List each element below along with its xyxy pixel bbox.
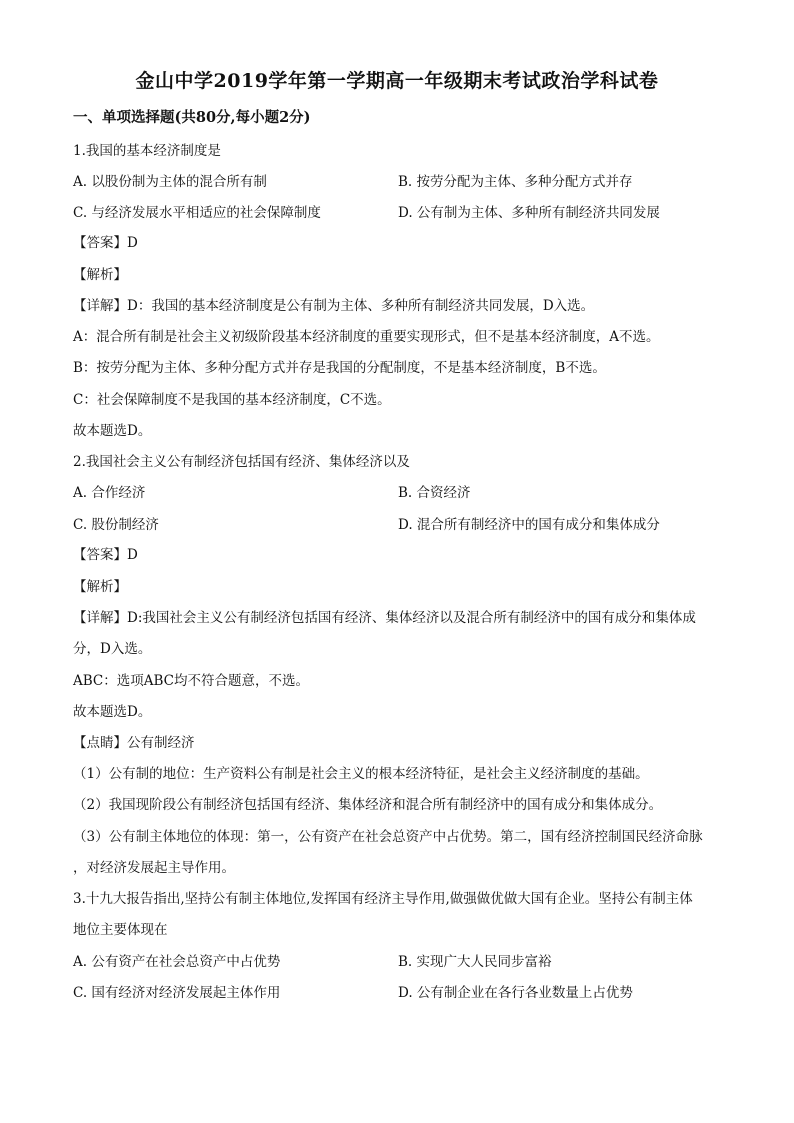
- q1-analysis-label: 【解析】: [73, 267, 127, 283]
- q1-analysis-b: B：按劳分配为主体、多种分配方式并存是我国的分配制度，不是基本经济制度，B不选。: [73, 360, 606, 376]
- q3-option-c: C. 国有经济对经济发展起主体作用: [73, 985, 281, 1001]
- question-3-stem-line-1: 3.十九大报告指出,坚持公有制主体地位,发挥国有经济主导作用,做强做优做大国有企业。坚持公有制主体: [73, 891, 693, 907]
- q1-conclusion: 故本题选D。: [73, 423, 152, 439]
- q2-option-a: A. 合作经济: [73, 485, 146, 501]
- question-1-stem: 1.我国的基本经济制度是: [73, 143, 221, 159]
- q1-option-c: C. 与经济发展水平相适应的社会保障制度: [73, 205, 321, 221]
- q2-option-b: B. 合资经济: [398, 485, 471, 501]
- page-title: 金山中学2019学年第一学期高一年级期末考试政治学科试卷: [135, 70, 659, 92]
- q2-answer: 【答案】D: [73, 547, 138, 563]
- q1-option-a: A. 以股份制为主体的混合所有制: [73, 174, 267, 190]
- q1-option-b: B. 按劳分配为主体、多种分配方式并存: [398, 174, 633, 190]
- q2-tip-point-2: （2）我国现阶段公有制经济包括国有经济、集体经济和混合所有制经济中的国有成分和集体成分。: [73, 797, 663, 813]
- q1-analysis-c: C：社会保障制度不是我国的基本经济制度，C不选。: [73, 392, 391, 408]
- q2-tip-point-3-line-1: （3）公有制主体地位的体现：第一，公有资产在社会总资产中占优势。第二，国有经济控制国民经济命脉: [73, 829, 703, 845]
- q2-option-c: C. 股份制经济: [73, 517, 159, 533]
- q2-detail-line-2: 分，D入选。: [73, 641, 152, 657]
- question-3-stem-line-2: 地位主要体现在: [73, 922, 168, 938]
- q2-tip-point-3-line-2: ，对经济发展起主导作用。: [73, 860, 235, 876]
- section-heading: 一、单项选择题(共80分,每小题2分): [73, 109, 311, 126]
- q1-option-d: D. 公有制为主体、多种所有制经济共同发展: [398, 205, 660, 221]
- q2-option-d: D. 混合所有制经济中的国有成分和集体成分: [398, 517, 660, 533]
- q2-analysis-abc: ABC：选项ABC均不符合题意，不选。: [73, 673, 309, 689]
- q2-tip-heading: 【点睛】公有制经济: [73, 735, 195, 751]
- q1-detail: 【详解】D：我国的基本经济制度是公有制为主体、多种所有制经济共同发展，D入选。: [73, 298, 595, 314]
- q2-detail-line-1: 【详解】D:我国社会主义公有制经济包括国有经济、集体经济以及混合所有制经济中的国有成分和集体成: [73, 610, 696, 626]
- question-2-stem: 2.我国社会主义公有制经济包括国有经济、集体经济以及: [73, 454, 410, 470]
- q1-answer: 【答案】D: [73, 235, 138, 251]
- q3-option-b: B. 实现广大人民同步富裕: [398, 954, 552, 970]
- q2-analysis-label: 【解析】: [73, 579, 127, 595]
- q2-conclusion: 故本题选D。: [73, 704, 152, 720]
- q1-analysis-a: A：混合所有制是社会主义初级阶段基本经济制度的重要实现形式，但不是基本经济制度，A不选。: [73, 329, 660, 345]
- q2-tip-point-1: （1）公有制的地位：生产资料公有制是社会主义的根本经济特征，是社会主义经济制度的基础。: [73, 766, 649, 782]
- q3-option-a: A. 公有资产在社会总资产中占优势: [73, 954, 281, 970]
- q3-option-d: D. 公有制企业在各行各业数量上占优势: [398, 985, 633, 1001]
